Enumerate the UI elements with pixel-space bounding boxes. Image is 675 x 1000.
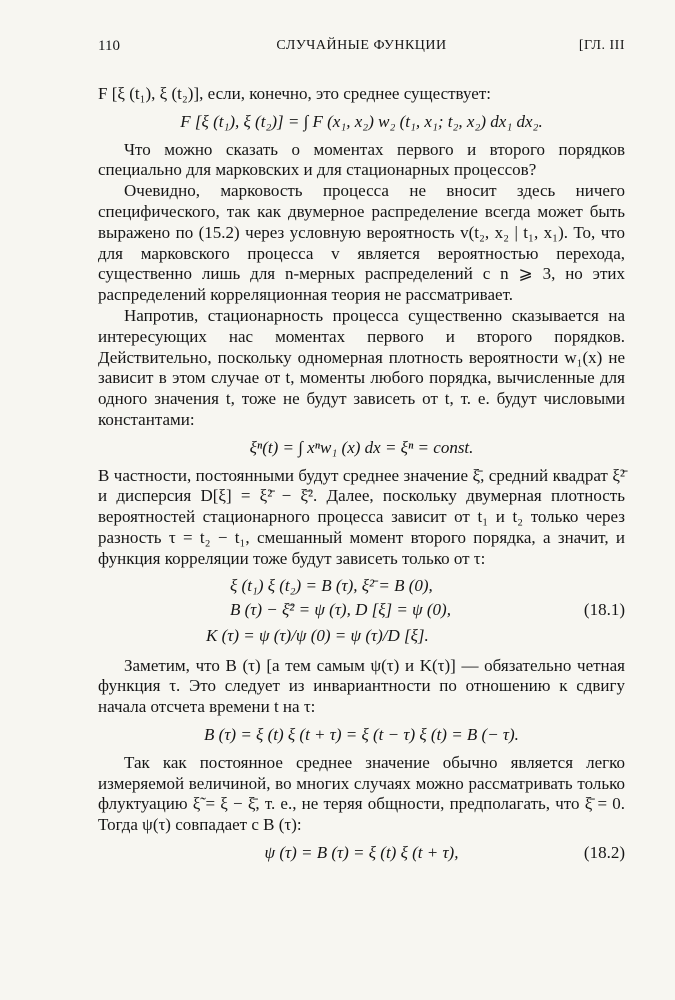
page-body [98, 84, 625, 871]
equation-block-18-1 [98, 576, 625, 648]
paragraph: Что можно сказать о моментах первого и второго порядков специально для марковских и для стационарных процессов? [98, 139, 625, 180]
running-title: СЛУЧАЙНЫЕ ФУНКЦИИ [276, 38, 447, 53]
chapter-label: [ГЛ. III [578, 38, 625, 53]
page-header [98, 38, 625, 60]
paragraph: В частности, постоянными будут среднее значение ξ̄, средний квадрат ξ²̄ и дисперсия D[ξ] = ξ²̄ − ξ̄². Далее, поскольку двумерная плотность вероятностей стационарного процесса зависит от t₁ и t₂ только через разность τ = t₂ − t₁, смешанный момент второго порядка, а значит, и функция корреляции тоже будут зависеть только от τ: [98, 465, 625, 568]
equation-mean: F [ξ (t₁), ξ (t₂)] = ∫ F (x₁, x₂) w₂ (t₁, x₁; t₂, x₂) dx₁ dx₂. [180, 111, 543, 131]
paragraph: Заметим, что B (τ) [а тем самым ψ(τ) и K(τ)] — обязательно четная функция τ. Это следует из инвариантности по отношению к сдвигу начала отсчета времени t на τ: [98, 655, 625, 717]
page-number: 110 [98, 38, 120, 54]
equation-even-function: B (τ) = ξ (t) ξ (t + τ) = ξ (t − τ) ξ (t) = B (− τ). [204, 724, 519, 744]
equation-text: ψ (τ) = B (τ) = ξ (t) ξ (t + τ), [264, 842, 459, 862]
paragraph: Напротив, стационарность процесса существенно сказывается на интересующих нас моментах первого и второго порядков. Действительно, поскольку одномерная плотность вероятности w₁(x) не зависит в этом случае от t, моменты любого порядка, вычисленные для одного значения t, тоже не будут зависеть от t, т. е. будут числовыми константами: [98, 305, 625, 429]
equation-line: B (τ) − ξ̄² = ψ (τ), D [ξ] = ψ (0), [230, 599, 451, 619]
paragraph: Очевидно, марковость процесса не вносит здесь ничего специфического, так как двумерное распределение всегда может быть выражено по (15.2) через условную вероятность v(t₂, x₂ | t₁, x₁). То, что для марковского процесса v является вероятностью перехода, существенно лишь для n-мерных распределений с n ⩾ 3, но этих распределений корреляционная теория не рассматривает. [98, 181, 625, 305]
equation-number: (18.2) [583, 842, 625, 862]
equation-18-2 [98, 843, 625, 864]
paragraph: Так как постоянное среднее значение обычно является легко измеряемой величиной, во многих случаях можно рассматривать только флуктуацию ξ̃ = ξ − ξ̄, т. е., не теряя общности, предполагать, что ξ̄ = 0. Тогда ψ(τ) совпадает с B (τ): [98, 752, 625, 835]
equation-moments: ξⁿ(t) = ∫ xⁿw₁ (x) dx = ξⁿ = const. [249, 437, 474, 457]
equation-line: ξ (t₁) ξ (t₂) = B (τ), ξ²̄ = B (0), [230, 575, 433, 595]
equation-number: (18.1) [583, 599, 625, 619]
equation-line: K (τ) = ψ (τ)/ψ (0) = ψ (τ)/D [ξ]. [206, 625, 429, 645]
text-line: F [ξ (t₁), ξ (t₂)], если, конечно, это среднее существует: [98, 84, 491, 103]
